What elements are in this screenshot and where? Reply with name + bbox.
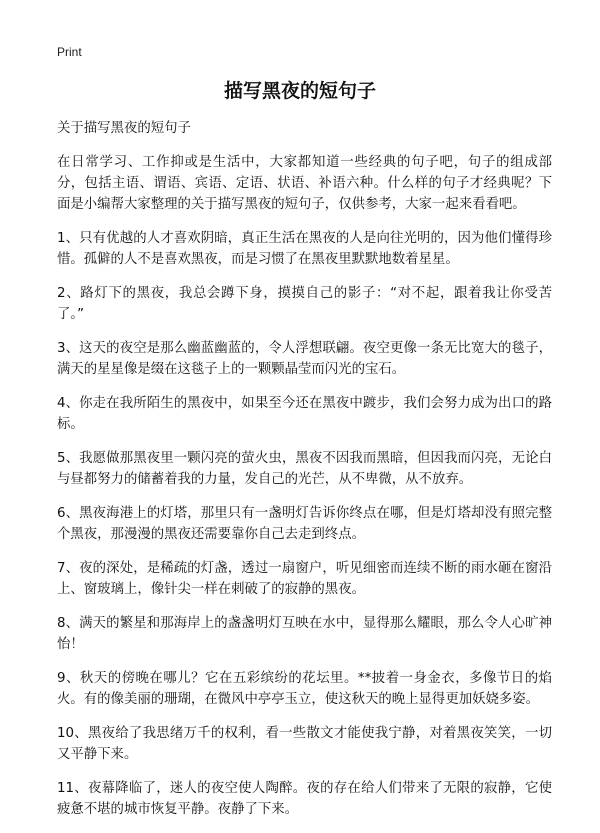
- sentence-item-1: 1、只有优越的人才喜欢阴暗，真正生活在黑夜的人是向往光明的，因为他们懂得珍惜。孤僻的人不是喜欢黑夜，而是习惯了在黑夜里默默地数着星星。: [57, 231, 552, 267]
- sentence-item-10: 10、黑夜给了我思绪万千的权利，看一些散文才能使我宁静，对着黑夜笑笑，一切又平静下来。: [57, 726, 552, 762]
- sentence-item-11: 11、夜幕降临了，迷人的夜空使人陶醉。夜的存在给人们带来了无限的寂静，它使疲惫不堪的城市恢复平静。夜静了下来。: [57, 781, 552, 817]
- print-label: Print: [57, 45, 82, 59]
- intro-paragraph: 在日常学习、工作抑或是生活中，大家都知道一些经典的句子吧，句子的组成部分，包括主语、谓语、宾语、定语、状语、补语六种。什么样的句子才经典呢？下面是小编帮大家整理的关于描写黑夜的短句子，仅供参考，大家一起来看看吧。: [57, 155, 552, 212]
- sentence-item-8: 8、满天的繁星和那海岸上的盏盏明灯互映在水中，显得那么耀眼，那么令人心旷神怡！: [57, 616, 552, 652]
- sentence-item-4: 4、你走在我所陌生的黑夜中，如果至今还在黑夜中踱步，我们会努力成为出口的路标。: [57, 396, 552, 432]
- sentence-item-7: 7、夜的深处，是稀疏的灯盏，透过一扇窗户，听见细密而连续不断的雨水砸在窗沿上、窗玻璃上，像针尖一样在刺破了的寂静的黑夜。: [57, 561, 552, 597]
- sentence-item-9: 9、秋天的傍晚在哪儿？它在五彩缤纷的花坛里。**披着一身金衣，多像节日的焰火。有的像美丽的珊瑚，在微风中亭亭玉立，使这秋天的晚上显得更加妖娆多姿。: [57, 671, 552, 707]
- document-subtitle: 关于描写黑夜的短句子: [57, 121, 191, 136]
- sentence-item-5: 5、我愿做那黑夜里一颗闪亮的萤火虫，黑夜不因我而黑暗，但因我而闪亮，无论白与昼都努力的储蓄着我的力量，发自己的光芒，从不卑微，从不放弃。: [57, 451, 552, 487]
- sentence-item-6: 6、黑夜海港上的灯塔，那里只有一盏明灯告诉你终点在哪，但是灯塔却没有照完整个黑夜，那漫漫的黑夜还需要靠你自己去走到终点。: [57, 506, 552, 542]
- document-title: 描写黑夜的短句子: [223, 80, 376, 102]
- document-body: [57, 118, 552, 833]
- sentence-item-2: 2、路灯下的黑夜，我总会蹲下身，摸摸自己的影子：“对不起，跟着我让你受苦了。”: [57, 286, 552, 322]
- sentence-item-3: 3、这天的夜空是那么幽蓝幽蓝的，令人浮想联翩。夜空更像一条无比宽大的毯子，满天的星星像是缀在这毯子上的一颗颗晶莹而闪光的宝石。: [57, 341, 552, 377]
